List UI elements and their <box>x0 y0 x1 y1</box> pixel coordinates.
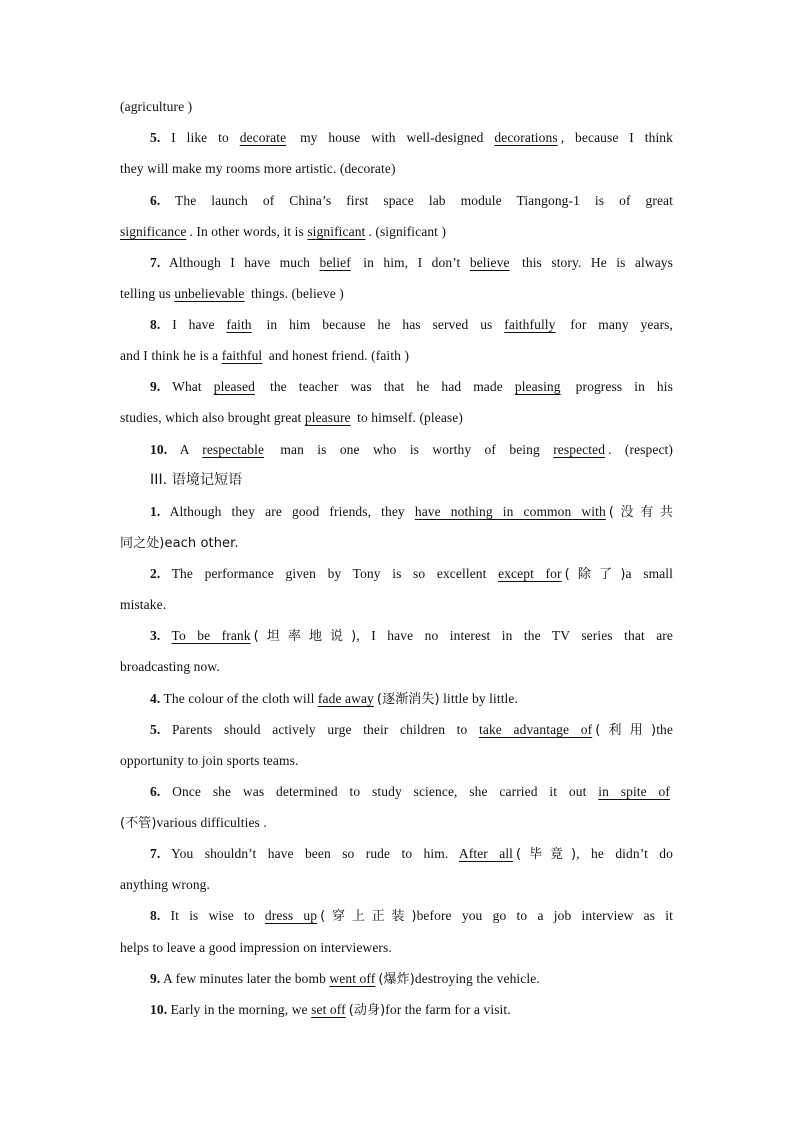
answer-blank: After all <box>458 846 514 861</box>
text: man is one who is worthy of being <box>267 442 554 457</box>
question-number: 10. <box>150 442 168 457</box>
question-number: 1. <box>150 504 161 519</box>
chinese-hint: (爆炸) <box>378 972 415 987</box>
answer-blank: have nothing in common with <box>414 504 606 519</box>
text: broadcasting now. <box>120 659 220 674</box>
question-8-line-1 <box>150 315 673 335</box>
phrase-question-2-line-2 <box>120 595 673 615</box>
text: the <box>656 722 673 737</box>
text: A few minutes later the bomb <box>160 971 330 986</box>
phrase-question-7-line-2 <box>120 875 673 895</box>
question-number: 5. <box>150 722 161 737</box>
answer-blank: significant <box>307 224 366 239</box>
chinese-hint: (毕竟) <box>516 847 577 862</box>
answer-blank: significance <box>120 224 187 239</box>
phrase-question-1-line-1 <box>150 502 673 523</box>
phrase-question-5-line-1 <box>150 720 673 741</box>
answer-blank: believe <box>469 255 510 270</box>
answer-blank: fade away <box>317 691 374 706</box>
text: , I have no interest in the TV series that are <box>356 628 673 643</box>
text: for many years, <box>558 317 673 332</box>
question-6-line-2 <box>120 222 673 242</box>
question-10-line-1 <box>150 440 673 460</box>
question-7-line-1 <box>150 253 673 273</box>
answer-blank: in spite of <box>598 784 671 799</box>
chinese-hint: (穿上正装) <box>320 909 417 924</box>
text: various difficulties . <box>156 815 267 830</box>
question-5-line-2 <box>120 159 673 179</box>
chinese-hint: (除了) <box>564 567 626 582</box>
text: A <box>167 442 203 457</box>
question-9-line-2 <box>120 408 673 428</box>
text: The colour of the cloth will <box>160 691 318 706</box>
phrase-question-3-line-1 <box>150 626 673 647</box>
phrase-question-7-line-1 <box>150 844 673 865</box>
answer-blank: faithful <box>221 348 263 363</box>
text: for the farm for a visit. <box>385 1002 511 1017</box>
text: You shouldn’t have been so rude to him. <box>160 846 459 861</box>
question-number: 2. <box>150 566 161 581</box>
text: helps to leave a good impression on interviewers. <box>120 940 392 955</box>
phrase-question-8-line-1 <box>150 906 673 927</box>
phrase-question-8-line-2 <box>120 938 673 958</box>
text: , he didn’t do <box>576 846 673 861</box>
chinese-hint: (逐渐消失) <box>376 692 440 707</box>
question-number: 8. <box>150 908 161 923</box>
phrase-question-6-line-1 <box>150 782 673 802</box>
question-number: 5. <box>150 130 161 145</box>
phrase-question-3-line-2 <box>120 657 673 677</box>
answer-blank: pleasing <box>514 379 561 394</box>
text-line <box>120 97 673 117</box>
chinese-hint: (没有共 <box>608 505 673 520</box>
text: before you go to a job interview as it <box>416 908 674 923</box>
question-number: 6. <box>150 784 161 799</box>
text: Early in the morning, we <box>167 1002 312 1017</box>
phrase-question-1-line-2 <box>120 533 673 554</box>
text: opportunity to join sports teams. <box>120 753 299 768</box>
text: 同之处)each other. <box>120 536 239 551</box>
text: the teacher was that he had made <box>257 379 515 394</box>
text: in him, I don’t <box>353 255 470 270</box>
answer-blank: belief <box>319 255 351 270</box>
hint-word: (agriculture ) <box>120 99 193 114</box>
phrase-question-9-line-1 <box>150 969 673 990</box>
section-heading: III. 语境记短语 <box>150 472 243 488</box>
text: things. (believe ) <box>247 286 344 301</box>
text: The performance given by Tony is so excellent <box>160 566 499 581</box>
answer-blank: went off <box>329 971 376 986</box>
phrase-question-6-line-2 <box>120 813 673 834</box>
text: I have <box>160 317 227 332</box>
phrase-question-2-line-1 <box>150 564 673 585</box>
phrase-question-4-line-1 <box>150 689 673 710</box>
text: this story. He is always <box>512 255 673 270</box>
text: Although I have much <box>160 255 320 270</box>
question-number: 8. <box>150 317 161 332</box>
question-number: 9. <box>150 379 161 394</box>
text: and I think he is a <box>120 348 222 363</box>
text: Parents should actively urge their children to <box>160 722 479 737</box>
text: anything wrong. <box>120 877 210 892</box>
text: a small <box>625 566 673 581</box>
answer-blank: dress up <box>264 908 318 923</box>
text: mistake. <box>120 597 167 612</box>
text: The launch of China’s first space lab module Tiangong-1 is of great <box>160 193 673 208</box>
question-9-line-1 <box>150 377 673 397</box>
text: studies, which also brought great <box>120 410 305 425</box>
text: . (significant ) <box>368 224 447 239</box>
text: telling us <box>120 286 175 301</box>
answer-blank: respectable <box>202 442 265 457</box>
question-number: 7. <box>150 846 161 861</box>
phrase-question-10-line-1 <box>150 1000 673 1021</box>
text: they will make my rooms more artistic. (decorate) <box>120 161 396 176</box>
chinese-hint: (动身) <box>348 1003 386 1018</box>
question-number: 4. <box>150 691 161 706</box>
text: destroying the vehicle. <box>414 971 540 986</box>
text: , because I think <box>560 130 674 145</box>
text: It is wise to <box>160 908 265 923</box>
text: What <box>160 379 214 394</box>
question-number: 10. <box>150 1002 168 1017</box>
chinese-hint: (不管) <box>120 816 157 831</box>
answer-blank: set off <box>311 1002 346 1017</box>
question-6-line-1 <box>150 191 673 211</box>
answer-blank: respected <box>553 442 606 457</box>
text: little by little. <box>439 691 518 706</box>
question-number: 9. <box>150 971 161 986</box>
answer-blank: except for <box>498 566 562 581</box>
text: my house with well-designed <box>289 130 495 145</box>
chinese-hint: (利用) <box>595 723 657 738</box>
question-number: 7. <box>150 255 161 270</box>
text: I like to <box>160 130 240 145</box>
answer-blank: faithfully <box>504 317 556 332</box>
phrase-question-5-line-2 <box>120 751 673 771</box>
text: . (respect) <box>608 442 673 457</box>
answer-blank: pleasure <box>304 410 351 425</box>
text: progress in his <box>563 379 673 394</box>
text: . In other words, it is <box>189 224 308 239</box>
answer-blank: unbelievable <box>174 286 245 301</box>
text: Although they are good friends, they <box>160 504 415 519</box>
question-number: 6. <box>150 193 161 208</box>
text: Once she was determined to study science, she carried it out <box>160 784 599 799</box>
text: and honest friend. (faith ) <box>265 348 410 363</box>
answer-blank: To be frank <box>171 628 251 643</box>
question-number: 3. <box>150 628 161 643</box>
answer-blank: decorations <box>494 130 558 145</box>
answer-blank: take advantage of <box>479 722 593 737</box>
answer-blank: decorate <box>239 130 287 145</box>
text: in him because he has served us <box>254 317 505 332</box>
chinese-hint: (坦率地说) <box>253 629 357 644</box>
text: to himself. (please) <box>353 410 463 425</box>
answer-blank: faith <box>226 317 252 332</box>
question-8-line-2 <box>120 346 673 366</box>
question-7-line-2 <box>120 284 673 304</box>
question-5-line-1 <box>150 128 673 148</box>
answer-blank: pleased <box>213 379 255 394</box>
